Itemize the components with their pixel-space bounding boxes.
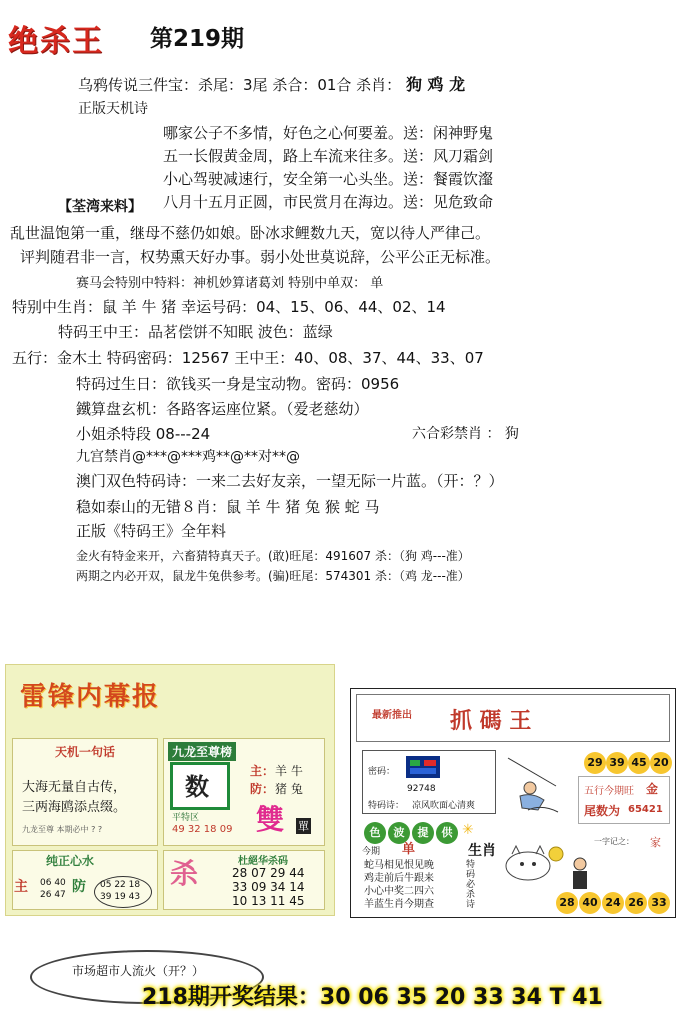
shuang-char: 雙 xyxy=(256,803,285,836)
zhu-label: 主： xyxy=(250,764,275,778)
poem-title: 正版天机诗 xyxy=(78,101,148,117)
zhu-value: 羊 牛 xyxy=(275,764,303,778)
tianji-poem-1: 大海无量自古传， xyxy=(22,780,127,795)
fang-label: 防： xyxy=(250,782,275,796)
bottom-num-5: 33 xyxy=(648,892,670,914)
zmw-side-label: 特码必杀诗 xyxy=(466,860,476,910)
jiugong-line: 九宫禁肖@***@***鸡**@**对**@ xyxy=(76,449,300,465)
pill-bo: 波 xyxy=(388,822,410,844)
top-num-2: 39 xyxy=(606,752,628,774)
main-nums-2: 26 47 xyxy=(40,890,66,900)
zmw-verse-2: 鸡走前后牛跟来 xyxy=(364,873,434,884)
kill-row-2: 33 09 34 14 xyxy=(232,880,305,894)
mima-value: 92748 xyxy=(407,784,436,794)
wencuo-line: 稳如泰山的无错８肖：鼠 羊 牛 猪 兔 猴 蛇 马 xyxy=(76,498,380,516)
kill-row-1: 28 07 29 44 xyxy=(232,866,305,880)
poem-line-1: 哪家公子不多情，好色之心何要羞。送：闲神野鬼 xyxy=(163,124,494,142)
pingte-nums: 49 32 18 09 xyxy=(172,824,233,835)
bottom-num-2: 40 xyxy=(579,892,601,914)
bottom-num-1: 28 xyxy=(556,892,578,914)
tianji-title: 天机一句话 xyxy=(55,745,116,759)
cat-cartoon xyxy=(498,842,568,886)
jinhuo-line: 金火有特金来开，六畜猜特真天子。(敢)旺尾：491607 杀：（狗 鸡---准） xyxy=(76,549,470,563)
person-icon xyxy=(568,856,592,892)
qs-title: 九龙至尊榜 xyxy=(168,742,236,761)
fang-value: 猪 兔 xyxy=(275,782,303,796)
top-num-4: 20 xyxy=(650,752,672,774)
top-num-1: 29 xyxy=(584,752,606,774)
wuhang-value: 金 xyxy=(646,782,659,796)
kill-row-3: 10 13 11 45 xyxy=(232,894,305,908)
tiesuan-line: 鐵算盘玄机：各路客运座位紧。（爱老慈幼） xyxy=(76,400,369,418)
aomen-line: 澳门双色特码诗：一来二去好友亲，一望无际一片蓝。（开：？） xyxy=(76,472,504,490)
zmw-verse-4: 羊蓝生肖今期查 xyxy=(364,899,434,910)
pill-gong: 供 xyxy=(436,822,458,844)
dan-value: 单 xyxy=(402,842,416,857)
temashi-label: 特码诗： xyxy=(368,801,405,811)
poem-line-3: 小心驾驶减速行，安全第一心头坐。送：餐霞饮瀣 xyxy=(163,170,494,188)
pingte-label: 平特区 xyxy=(172,813,200,823)
lottery-result: 218期开奖结果：30 06 35 20 33 34 T 41 xyxy=(142,985,603,1010)
kill-title: 杜絕华杀码 xyxy=(238,856,288,867)
temashi-value: 凉风吹面心清爽 xyxy=(412,801,476,811)
weishu-value: 65421 xyxy=(628,804,663,815)
fang-nums-1: 05 22 18 xyxy=(100,880,141,890)
cat-icon xyxy=(498,842,568,886)
quannian-line: 正版《特码王》全年料 xyxy=(76,522,227,540)
liangqi-line: 两期之内必开双，鼠龙牛兔供参考。(骗)旺尾：574301 杀：（鸡 龙---准） xyxy=(76,569,470,583)
wuya-text: 乌鸦传说三件宝：杀尾：3尾 杀合：01合 杀肖： xyxy=(78,76,402,94)
bottom-num-3: 24 xyxy=(602,892,624,914)
mima-label: 密码： xyxy=(368,767,396,777)
zmw-verse-1: 蛇马相见恨见晚 xyxy=(364,860,434,871)
wuya-line xyxy=(78,72,465,95)
section-title: 【荃湾来料】 xyxy=(58,199,142,215)
tianji-poem-2: 三两海鸥添点缀。 xyxy=(22,800,127,815)
fang-nums-2: 39 19 43 xyxy=(100,892,141,902)
guoshengri-line: 特码过生日：欲钱买一身是宝动物。密码：0956 xyxy=(76,375,400,393)
fang2-label: 防 xyxy=(72,879,86,895)
shengxiao-line: 特别中生肖：鼠 羊 牛 猪 幸运号码：04、15、06、44、02、14 xyxy=(12,298,446,316)
sha-char: 杀 xyxy=(170,857,199,890)
pill-se: 色 xyxy=(364,822,386,844)
cloud-text: 市场超市人流火（开？） xyxy=(72,964,205,978)
zmw-zuixin: 最新推出 xyxy=(372,710,412,721)
wuya-animals: 狗 鸡 龙 xyxy=(405,75,466,94)
pill-ti: 提 xyxy=(412,822,434,844)
logo: 绝杀王 xyxy=(8,24,104,59)
logo-icon xyxy=(406,756,440,778)
tianji-small: 九龙至尊 本期必中 ? ? xyxy=(22,825,103,834)
fisher-icon xyxy=(498,752,574,816)
brand-logo xyxy=(406,756,440,778)
dan-badge: 單 xyxy=(298,820,309,833)
wuxing-line: 五行：金木土 特码密码：12567 王中王：40、08、37、44、33、07 xyxy=(12,349,484,367)
liuhecai-line: 六合彩禁肖 ： 狗 xyxy=(412,426,519,442)
issue-number: 第219期 xyxy=(150,26,245,52)
sparkle-icon: ✳ xyxy=(462,822,474,838)
bottom-num-4: 26 xyxy=(625,892,647,914)
jinqi-label: 今期 xyxy=(362,847,381,857)
verse-line-2: 评判随君非一言，权势熏天好办事。弱小处世莫说辞，公平公正无标准。 xyxy=(20,248,501,266)
shengxiao-label: 生肖 xyxy=(468,843,496,859)
wuhang-label: 五行今期旺 xyxy=(584,786,634,797)
leifeng-title: 雷锋内幕报 xyxy=(20,682,161,712)
chun-title: 纯正心水 xyxy=(46,854,95,868)
poem-line-2: 五一长假黄金周，路上车流来往多。送：风刀霜剑 xyxy=(163,147,494,165)
yiju-value: 家 xyxy=(650,836,661,849)
xiaojie-line: 小姐杀特段 08---24 xyxy=(76,425,211,443)
zhu2-label: 主 xyxy=(14,879,28,895)
temawang-line: 特码王中王：品茗偿饼不知眠 波色：蓝绿 xyxy=(58,323,333,341)
top-num-3: 45 xyxy=(628,752,650,774)
figure-cartoon xyxy=(568,856,592,892)
yiju-label: 一字记之： xyxy=(594,837,634,846)
main-nums-1: 06 40 xyxy=(40,878,66,888)
saima-line: 赛马会特别中特料：神机妙算诸葛刘 特别中单双： 单 xyxy=(76,276,384,291)
weishu-label: 尾数为 xyxy=(584,804,621,818)
verse-line-1: 乱世温饱第一重，继母不慈仍如娘。卧冰求鲤数九天，宽以待人严律己。 xyxy=(10,224,491,242)
fishing-cartoon xyxy=(498,752,574,816)
shu-char: 数 xyxy=(185,773,209,801)
poem-line-4: 八月十五月正圆，市民赏月在海边。送：见危致命 xyxy=(163,193,494,211)
zmw-verse-3: 小心中奖二四六 xyxy=(364,886,434,897)
zmw-title: 抓 碼 王 xyxy=(450,708,532,734)
